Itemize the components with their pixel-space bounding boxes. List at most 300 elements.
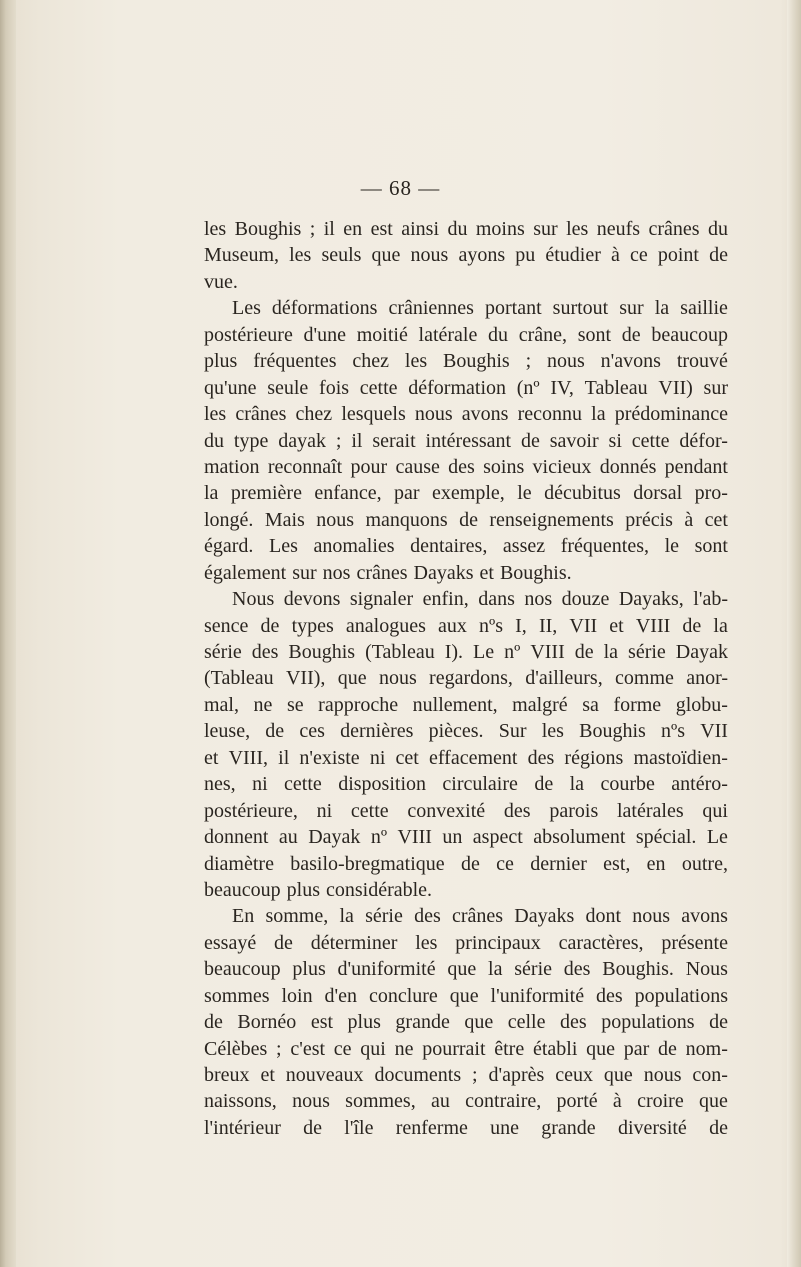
word: établi xyxy=(532,1037,578,1060)
word: de xyxy=(621,323,641,346)
word: grande xyxy=(541,1116,596,1139)
word: sur xyxy=(703,376,728,399)
word: il xyxy=(351,429,363,452)
word: pour xyxy=(350,455,388,478)
word: anor- xyxy=(686,667,728,690)
word: le xyxy=(664,535,679,558)
word: si xyxy=(608,429,622,452)
word: naissons, xyxy=(204,1090,277,1113)
word: neufs xyxy=(596,218,641,240)
word: Nous xyxy=(685,958,728,981)
word: Nous xyxy=(232,588,275,611)
word: est xyxy=(370,218,393,240)
word: absolument xyxy=(533,826,626,849)
word: de xyxy=(709,244,728,267)
text-line xyxy=(204,480,728,506)
word: Boughis xyxy=(234,218,302,240)
word: dayak xyxy=(278,429,326,452)
word: pièces. xyxy=(428,720,484,743)
word: défor- xyxy=(679,429,728,452)
word: crâniennes xyxy=(388,297,474,320)
word: I, xyxy=(515,614,527,637)
word: ce xyxy=(333,1037,352,1060)
word: de xyxy=(658,1037,677,1060)
word: des xyxy=(414,905,441,928)
word: nous xyxy=(378,667,417,690)
word: comme xyxy=(615,667,674,690)
word: Sur xyxy=(498,720,527,743)
word: vue. xyxy=(204,270,238,293)
word: Le xyxy=(706,826,728,849)
word: Boughis xyxy=(288,641,356,663)
word: à xyxy=(610,244,620,267)
word: de xyxy=(274,931,293,954)
word: rapproche xyxy=(318,693,399,716)
word: Dayaks, xyxy=(618,588,684,611)
word: VII) xyxy=(658,376,693,399)
word: donnent xyxy=(204,826,269,849)
text-line xyxy=(204,401,728,427)
word: sommes xyxy=(204,984,270,1007)
word: dernières xyxy=(340,720,414,743)
text-line xyxy=(204,348,728,374)
text-line xyxy=(204,771,728,797)
word: qu'une xyxy=(204,376,257,399)
word: Dayak xyxy=(308,826,361,849)
word: que xyxy=(586,1037,616,1060)
word: con- xyxy=(692,1064,728,1086)
word: c'est xyxy=(290,1037,326,1060)
word: Le xyxy=(473,641,495,663)
word: courbe xyxy=(600,773,655,796)
word: contraire, xyxy=(465,1090,542,1113)
word: dont xyxy=(585,905,622,928)
text-line xyxy=(204,533,728,559)
word: la xyxy=(488,958,503,981)
text-line xyxy=(204,1036,728,1062)
word: déterminer xyxy=(310,931,398,954)
word: sont xyxy=(694,535,728,558)
word: documents xyxy=(374,1064,462,1086)
word: signaler xyxy=(349,588,414,611)
word: du xyxy=(447,218,468,240)
word: il xyxy=(323,218,335,240)
word: globu- xyxy=(675,693,728,716)
text-line xyxy=(204,1088,728,1114)
word: l'uniformité xyxy=(490,984,585,1007)
word: au xyxy=(278,826,298,849)
word: VIII, xyxy=(228,746,269,769)
word: moins xyxy=(475,218,525,240)
word: sur xyxy=(292,561,317,584)
word: VII), xyxy=(285,667,326,690)
text-line xyxy=(204,851,728,877)
word: aux xyxy=(438,614,467,637)
word: breux xyxy=(204,1064,250,1086)
word: une xyxy=(490,1116,520,1139)
word: seule xyxy=(267,376,309,399)
word: Mais xyxy=(264,508,305,531)
word: prédominance xyxy=(614,403,728,426)
word: aspect xyxy=(472,826,523,849)
word: série xyxy=(365,905,403,928)
word: nous xyxy=(292,1090,330,1113)
word: en xyxy=(343,218,363,240)
word: l'intérieur xyxy=(204,1116,281,1139)
word: manquons xyxy=(365,508,448,531)
word: loin xyxy=(281,984,313,1007)
word: l'ab- xyxy=(693,588,728,611)
text-line xyxy=(204,1062,728,1088)
word: surtout xyxy=(552,297,609,320)
word: soins xyxy=(483,455,525,478)
word: déformations xyxy=(271,297,378,320)
word: disposition xyxy=(338,773,426,796)
text-line xyxy=(204,216,728,242)
word: effacement xyxy=(428,746,518,769)
word: que xyxy=(699,1090,728,1113)
text-line xyxy=(204,639,728,665)
word: donnés xyxy=(599,455,657,478)
word: ne xyxy=(253,693,273,716)
word: nos xyxy=(524,588,553,611)
word: crânes xyxy=(356,561,408,584)
word: Boughis. xyxy=(499,561,572,584)
text-line xyxy=(204,798,728,824)
word: nous xyxy=(643,1064,682,1086)
word: par xyxy=(623,1037,650,1060)
word: cet xyxy=(704,508,728,531)
word: de xyxy=(709,1116,728,1139)
word: crânes xyxy=(451,905,504,928)
word: des xyxy=(560,1011,587,1034)
word: la xyxy=(339,905,354,928)
page-number: — 68 — xyxy=(360,176,441,200)
word: les xyxy=(404,350,428,373)
word: que xyxy=(603,1064,633,1086)
word: latérale xyxy=(418,323,478,346)
word: diversité xyxy=(617,1116,687,1139)
word: du xyxy=(707,218,728,240)
word: fois xyxy=(319,376,350,399)
word: chez xyxy=(295,403,333,426)
word: somme, xyxy=(265,905,329,928)
word: les xyxy=(204,403,227,426)
word: au xyxy=(431,1090,450,1113)
word: des xyxy=(596,984,623,1007)
word: que xyxy=(337,667,367,690)
word: ni xyxy=(369,746,386,769)
word: avons xyxy=(461,403,509,426)
text-line xyxy=(204,322,728,348)
word: Boughis xyxy=(579,720,646,743)
word: que xyxy=(464,1011,494,1034)
word: Dayak xyxy=(675,641,728,663)
word: enfance, xyxy=(314,482,382,505)
word: précis xyxy=(625,508,673,531)
word: nous xyxy=(414,403,453,426)
word: plus xyxy=(286,878,320,901)
word: crânes xyxy=(648,218,700,240)
word: régions xyxy=(564,746,624,769)
word: Museum, xyxy=(204,244,279,267)
word: nous xyxy=(632,905,671,928)
word: (Tableau xyxy=(204,667,274,690)
word: nom- xyxy=(685,1037,728,1060)
word: se xyxy=(286,693,304,716)
word: d'ailleurs, xyxy=(525,667,603,690)
word: ne xyxy=(394,1037,414,1060)
text-line xyxy=(204,692,728,718)
word: nous xyxy=(316,508,355,531)
word: celle xyxy=(507,1011,546,1034)
word: Bornéo xyxy=(237,1011,297,1034)
text-line xyxy=(204,428,728,454)
word: analogues xyxy=(345,614,426,637)
word: n'existe xyxy=(299,746,360,769)
word: égard. xyxy=(204,535,254,558)
word: vicieux xyxy=(532,455,592,478)
word: I). xyxy=(444,641,464,663)
word: nes, xyxy=(204,773,236,796)
word: cette xyxy=(350,799,389,822)
word: regardons, xyxy=(429,667,513,690)
word: beaucoup xyxy=(204,878,281,901)
word: longé. xyxy=(204,508,254,531)
text-line xyxy=(204,560,728,586)
word: croire xyxy=(637,1090,684,1113)
word: sur xyxy=(533,218,558,240)
word: point xyxy=(657,244,699,267)
word: qui xyxy=(360,1037,386,1060)
word: plus xyxy=(292,958,326,981)
word: convexité xyxy=(407,799,486,822)
word: les xyxy=(541,720,564,743)
word: le xyxy=(517,482,532,505)
word: considérable. xyxy=(325,878,433,901)
word: postérieure, xyxy=(204,799,298,822)
word: crânes xyxy=(235,403,287,426)
word: VIII xyxy=(397,826,432,849)
word: types xyxy=(291,614,334,637)
word: en xyxy=(646,852,666,875)
word: grande xyxy=(395,1011,450,1034)
word: pu xyxy=(515,244,536,267)
word: les xyxy=(289,244,312,267)
word: de xyxy=(460,852,480,875)
word: forme xyxy=(613,693,662,716)
word: d'uniformité xyxy=(337,958,436,981)
word: diamètre xyxy=(204,852,274,875)
word: exemple, xyxy=(432,482,505,505)
text-line xyxy=(204,507,728,533)
word: circulaire xyxy=(442,773,518,796)
word: assez xyxy=(502,535,546,558)
word: nous xyxy=(547,350,585,373)
word: II, xyxy=(538,614,558,637)
word: ; xyxy=(309,218,316,240)
word: Les xyxy=(232,297,261,320)
word: essayé xyxy=(204,931,257,954)
text-line xyxy=(204,903,728,929)
word: de xyxy=(709,1011,728,1034)
word: ce xyxy=(496,852,514,875)
word: type xyxy=(233,429,269,452)
word: Boughis xyxy=(443,350,510,373)
word: serait xyxy=(372,429,416,452)
word: présente xyxy=(661,931,728,954)
word: ; xyxy=(525,350,532,373)
word: postérieure xyxy=(204,323,293,346)
word: que xyxy=(371,244,401,267)
word: première xyxy=(230,482,302,505)
word: pro- xyxy=(694,482,728,505)
word: caractères, xyxy=(558,931,644,954)
word: la xyxy=(654,297,670,320)
text-line xyxy=(204,375,728,401)
word: par xyxy=(394,482,420,505)
word: moitié xyxy=(356,323,408,346)
word: ; xyxy=(276,1037,282,1060)
word: sa xyxy=(582,693,599,716)
word: la xyxy=(569,773,585,796)
word: de xyxy=(520,429,540,452)
text-line xyxy=(204,1115,728,1141)
text-line xyxy=(204,242,728,268)
word: conclure xyxy=(368,984,438,1007)
word: d'après xyxy=(488,1064,545,1086)
text-line xyxy=(204,1009,728,1035)
word: crâne, xyxy=(518,323,568,346)
word: dorsal xyxy=(633,482,683,505)
word: ; xyxy=(335,429,342,452)
word: Dayaks xyxy=(413,561,474,584)
word: des xyxy=(527,746,555,769)
word: mation xyxy=(204,455,260,478)
word: nullement, xyxy=(412,693,498,716)
text-line xyxy=(204,718,728,744)
word: de xyxy=(459,508,478,531)
word: (Tableau xyxy=(365,641,435,663)
word: ceux xyxy=(555,1064,593,1086)
word: également xyxy=(204,561,287,584)
word: mastoïdien- xyxy=(633,746,728,769)
word: parois xyxy=(549,799,599,822)
word: que xyxy=(449,984,479,1007)
word: pourrait xyxy=(422,1037,486,1060)
word: qui xyxy=(702,799,728,822)
word: des xyxy=(251,641,279,663)
word: la xyxy=(204,482,219,505)
word: nº xyxy=(370,826,388,849)
word: devons xyxy=(283,588,341,611)
word: savoir xyxy=(549,429,599,452)
word: d'en xyxy=(324,984,358,1007)
word: saillie xyxy=(680,297,728,320)
word: il xyxy=(278,746,290,769)
word: un xyxy=(442,826,463,849)
word: lesquels xyxy=(341,403,406,426)
word: Boughis. xyxy=(602,958,674,981)
word: outre, xyxy=(681,852,728,875)
word: que xyxy=(447,958,477,981)
word: ni xyxy=(316,799,333,822)
text-line xyxy=(204,586,728,612)
word: du xyxy=(488,323,509,346)
word: et xyxy=(609,614,624,637)
word: de xyxy=(204,1011,223,1034)
word: cette xyxy=(631,429,670,452)
word: Célèbes xyxy=(204,1037,268,1060)
word: dans xyxy=(478,588,515,611)
word: ; xyxy=(472,1064,478,1086)
word: des xyxy=(448,455,475,478)
word: populations xyxy=(601,1011,695,1034)
word: sence xyxy=(204,614,249,637)
word: populations xyxy=(634,984,728,1007)
word: VIII xyxy=(530,641,565,663)
word: de xyxy=(682,614,702,637)
word: porté xyxy=(556,1090,598,1113)
word: de xyxy=(534,773,554,796)
word: de xyxy=(303,1116,323,1139)
word: du xyxy=(204,429,224,452)
word: et xyxy=(260,1064,275,1086)
word: sommes, xyxy=(345,1090,416,1113)
word: des xyxy=(563,958,591,981)
text-line xyxy=(204,956,728,982)
word: nos xyxy=(322,561,351,584)
word: la xyxy=(591,403,606,426)
word: fréquentes xyxy=(253,350,337,373)
word: antéro- xyxy=(671,773,728,796)
text-line xyxy=(204,295,728,321)
text-line xyxy=(204,613,728,639)
word: spécial. xyxy=(635,826,697,849)
word: est xyxy=(310,1011,334,1034)
word: et xyxy=(204,746,219,769)
word: nouveaux xyxy=(285,1064,364,1086)
word: plus xyxy=(347,1011,381,1034)
word: de xyxy=(260,614,280,637)
body-text xyxy=(204,216,728,1141)
word: cause xyxy=(395,455,440,478)
word: seuls xyxy=(321,244,362,267)
word: dernier xyxy=(530,852,587,875)
word: portant xyxy=(484,297,542,320)
word: Les xyxy=(269,535,298,558)
word: beaucoup xyxy=(204,958,281,981)
word: est, xyxy=(603,852,631,875)
word: enfin, xyxy=(422,588,469,611)
text-line xyxy=(204,983,728,1009)
word: la xyxy=(603,641,619,663)
word: ni xyxy=(252,773,268,796)
word: beaucoup xyxy=(651,323,728,346)
word: basilo-bregmatique xyxy=(290,852,445,875)
word: leuse, xyxy=(204,720,251,743)
word: latérales xyxy=(616,799,684,822)
word: plus xyxy=(204,350,238,373)
word: être xyxy=(494,1037,525,1060)
word: Tableau xyxy=(584,376,648,399)
word: de xyxy=(574,641,594,663)
word: VII xyxy=(700,720,728,743)
word: déformation xyxy=(408,376,507,399)
word: ainsi xyxy=(401,218,440,240)
word: malgré xyxy=(512,693,568,716)
word: En xyxy=(232,905,255,928)
